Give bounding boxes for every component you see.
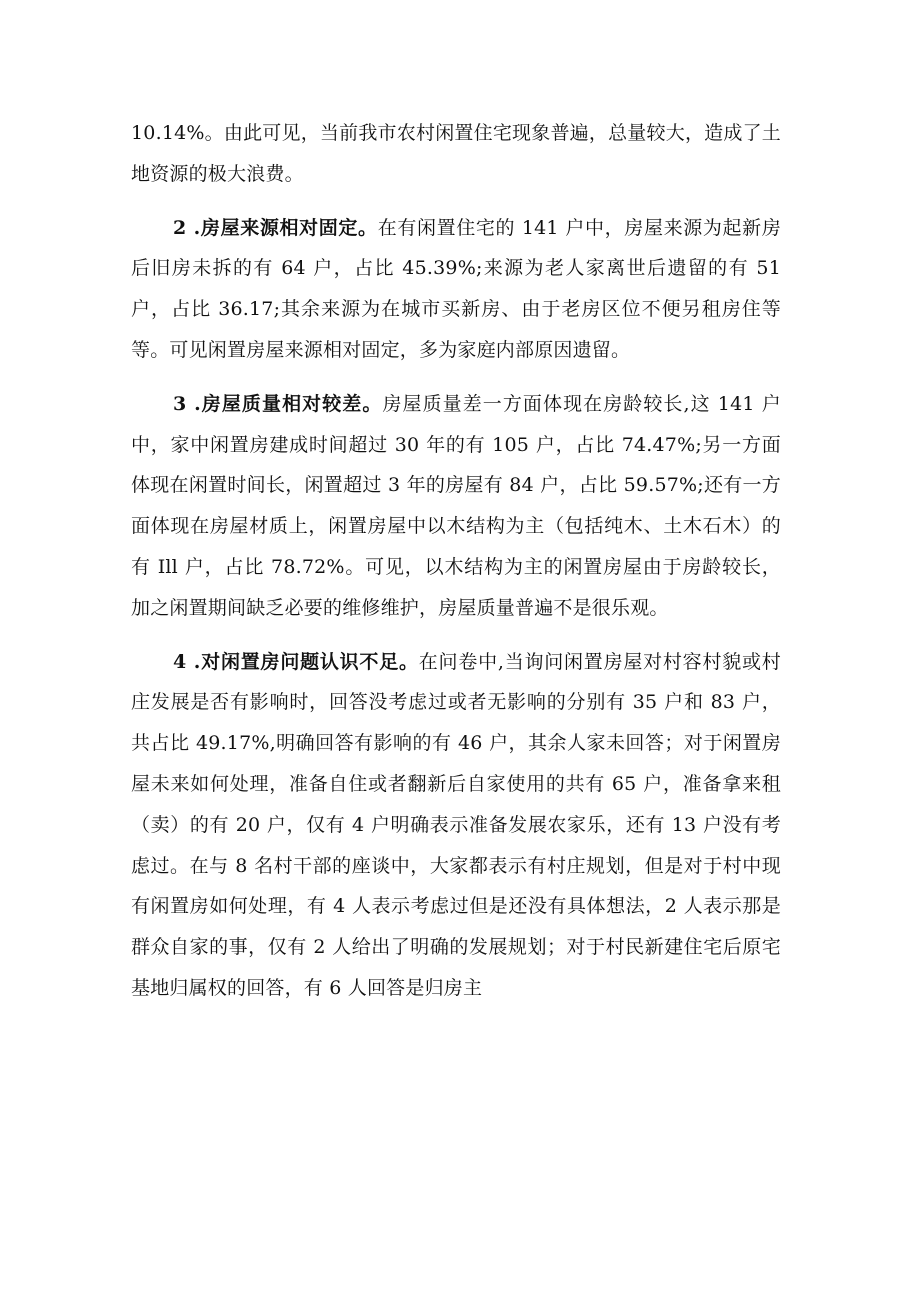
paragraph-3 — [131, 384, 781, 629]
paragraph-3-heading: 3 .房屋质量相对较差。 — [173, 392, 383, 415]
paragraph-3-text: 房屋质量差一方面体现在房龄较长,这 141 户中，家中闲置房建成时间超过 30 年的有 105 户，占比 74.47%;另一方面体现在闲置时间长，闲置超过 3 年的房屋有 84 户，占比 59.57%;还有一方面体现在房屋材质上，闲置房屋中以木结构为主（包括纯木、土木石木）的有 Ill 户，占比 78.72%。可见，以木结构为主的闲置房屋由于房龄较长，加之闲置期间缺乏必要的维修维护，房屋质量普遍不是很乐观。 — [131, 392, 781, 619]
text-body — [131, 113, 781, 1022]
paragraph-4-text: 在问卷中,当询问闲置房屋对村容村貌或村庄发展是否有影响时，回答没考虑过或者无影响的分别有 35 户和 83 户，共占比 49.17%,明确回答有影响的有 46 户，其余人家未回答；对于闲置房屋未来如何处理，准备自住或者翻新后自家使用的共有 65 户，准备拿来租（卖）的有 20 户，仅有 4 户明确表示准备发展农家乐，还有 13 户没有考虑过。在与 8 名村干部的座谈中，大家都表示有村庄规划，但是对于村中现有闲置房如何处理，有 4 人表示考虑过但是还没有具体想法，2 人表示那是群众自家的事，仅有 2 人给出了明确的发展规划；对于村民新建住宅后原宅基地归属权的回答，有 6 人回答是归房主 — [131, 650, 781, 999]
paragraph-2-heading: 2 .房屋来源相对固定。 — [173, 216, 378, 239]
paragraph-2 — [131, 208, 781, 371]
paragraph-1 — [131, 113, 781, 195]
paragraph-1-text: 10.14%。由此可见，当前我市农村闲置住宅现象普遍，总量较大，造成了土地资源的极大浪费。 — [131, 122, 781, 185]
paragraph-2-text: 在有闲置住宅的 141 户中，房屋来源为起新房后旧房未拆的有 64 户，占比 45.39%;来源为老人家离世后遗留的有 51 户，占比 36.17;其余来源为在城市买新房、由于老房区位不便另租房住等等。可见闲置房屋来源相对固定，多为家庭内部原因遗留。 — [131, 216, 781, 361]
paragraph-4-heading: 4 .对闲置房问题认识不足。 — [173, 650, 419, 673]
paragraph-4 — [131, 642, 781, 1009]
